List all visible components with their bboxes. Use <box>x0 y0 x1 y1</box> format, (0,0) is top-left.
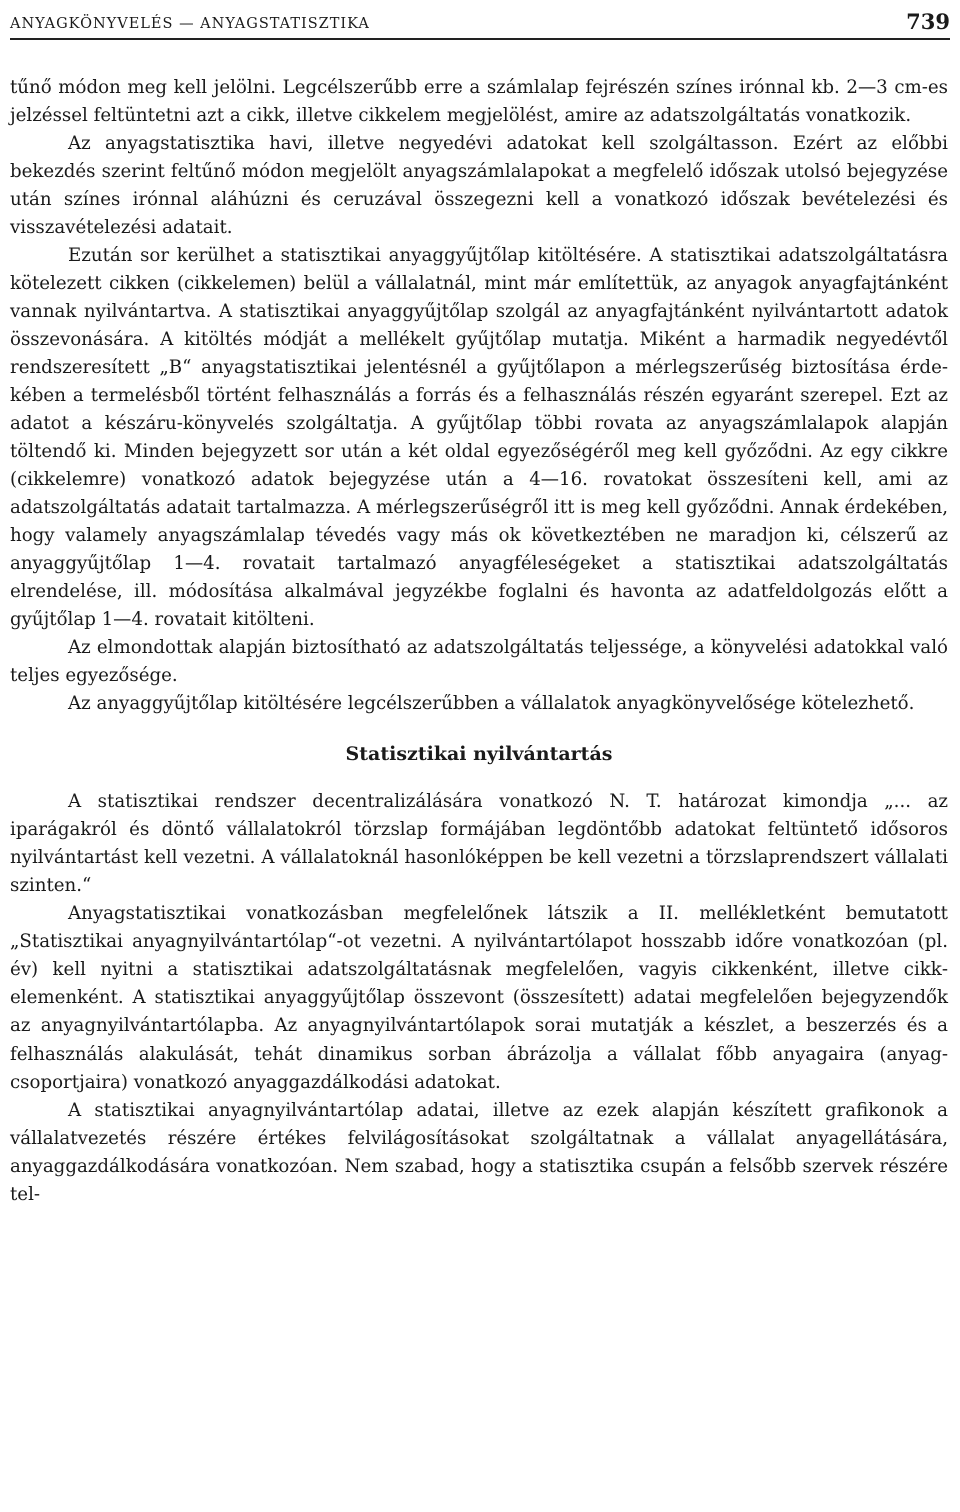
paragraph: A statisztikai rendszer decentralizálására vonatkozó N. T. határozat kimondja „... az iparágakról és döntő vállalatokról törzslap formájában legdöntőbb adatokat feltüntető idősoros nyilvántartást kell vezetni. A vállalatoknál hasonlóképpen be kell vezetni a törzslaprendszert vállalati szinten.“ <box>10 791 948 897</box>
paragraph: Anyagstatisztikai vonatkozásban megfelelőnek látszik a II. mellékletként bemutatott „Statisztikai anyagnyilvántartólap“-ot vezetni. A nyilvántartólapot hosszabb időre vonatkozóan (pl. év) kell nyitni a statisztikai adatszolgáltatásnak megfelelően, vagyis cikkenként, illetve cikkelemenként. A statisztikai anyaggyűjtőlap összevont (összesített) adatai megfelelően bejegyzendők az anyagnyilvántartólapba. Az anyagnyilvántartólapok sorai mutatják a készlet, a beszerzés és a felhasználás alakulását, tehát dinamikus sorban ábrázolja a vállalat főbb anyagaira (anyagcsoportjaira) vonatkozó anyaggazdálkodási adatokat. <box>10 903 948 1093</box>
page-number: 739 <box>906 9 950 34</box>
paragraph: Az anyagstatisztika havi, illetve negyedévi adatokat kell szolgáltasson. Ezért az előbbi bekezdés szerint feltűnő módon megjelölt anyagszámlalapokat a megfelelő időszak utolsó bejegyzése után színes irónnal aláhúzni és ceruzával összegezni kell a vonatkozó időszak bevételezési és visszavételezési adatait. <box>10 133 948 239</box>
paragraph: Az elmondottak alapján biztosítható az adatszolgáltatás teljessége, a könyvelési adatokkal való teljes egyezősége. <box>10 637 948 687</box>
running-header <box>10 4 950 40</box>
paragraph: A statisztikai anyagnyilvántartólap adatai, illetve az ezek alapján készített grafikonok a vállalatvezetés részére értékes felvilágosításokat szolgáltatnak a vállalat anyagellátására, anyaggazdálkodására vonatkozóan. Nem szabad, hogy a statisztika csupán a felsőbb szervek részére tel- <box>10 1099 948 1205</box>
paragraph: Ezután sor kerülhet a statisztikai anyaggyűjtőlap kitöltésére. A statisztikai adatszolgáltatásra kötelezett cikken (cikkelemen) belül a vállalatnál, mint már említettük, az anyagok anyagfajtánként vannak nyilvántartva. A statisztikai anyaggyűjtőlap szolgál az anyagfajtánként nyilvántartott adatok összevonására. A kitöltés módját a mellékelt gyűjtőlap mutatja. Miként a harmadik negyedévtől rendszeresített „B“ anyagstatisztikai jelentésnél a gyűjtőlapon a mérlegszerűség biztosítása érdekében a termelésből történt felhasználás a forrás és a felhasználás részén egyaránt szerepel. Ezt az adatot a készáru-könyvelés szolgáltatja. A gyűjtőlap többi rovata az anyagszámlalapok alapján töltendő ki. Minden bejegyzett sor után a két oldal egyezőségéről meg kell győződni. Az egy cikkre (cikkelemre) vonatkozó adatok bejegyzése után a 4—16. rovatokat összesíteni kell, ami az adatszolgáltatás adatait tartalmazza. A mérlegszerűségről itt is meg kell győződni. Annak érdekében, hogy valamely anyagszámlalap tévedés vagy más ok következtében ne maradjon ki, célszerű az anyaggyűjtőlap 1—4. rovatait tartalmazó anyagféleségeket a statisztikai adatszolgáltatás elrendelése, ill. módosítása alkalmával jegyzékbe foglalni és havonta az adatfeldolgozás előtt a gyűjtőlap 1—4. rovatait kitölteni. <box>10 245 948 631</box>
running-title: ANYAGKÖNYVELÉS — ANYAGSTATISZTIKA <box>10 16 370 32</box>
section-heading: Statisztikai nyilvántartás <box>345 743 613 766</box>
paragraph: Az anyaggyűjtőlap kitöltésére legcélszerűbben a vállalatok anyagkönyvelősége kötelezhető. <box>68 693 915 715</box>
paragraph: tűnő módon meg kell jelölni. Legcélszerűbb erre a számlalap fejrészén színes irónnal kb. 2—3 cm-es jelzéssel feltüntetni azt a cikk, illetve cikkelem megjelölést, amire az adatszolgáltatás vonatkozik. <box>10 77 948 127</box>
body-text <box>10 74 948 1209</box>
